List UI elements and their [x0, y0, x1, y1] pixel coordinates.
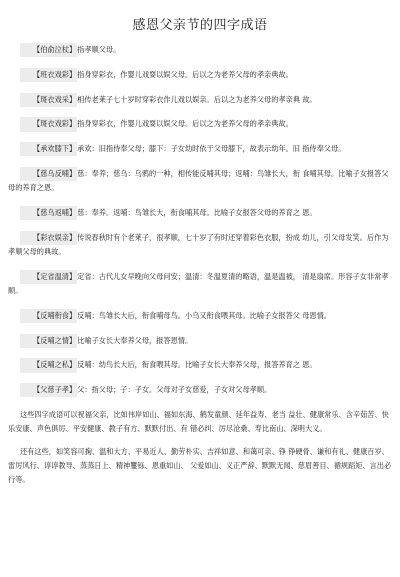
entry-dingxingwenqing — [8, 270, 392, 298]
entry-chenghuanxixia — [8, 142, 392, 156]
entry-term: 【承欢膝下】 — [20, 142, 77, 156]
entry-term: 【伯俞泣杖】 — [20, 43, 77, 57]
entry-banyixicai — [8, 68, 392, 82]
entry-text: 相传老莱子七十岁时穿彩衣作儿戏以娱亲。后以之为老养父母的孝亲典 故。 — [77, 94, 317, 104]
entry-text: 比喻子女长大奉养父母，报答恩情。 — [77, 335, 193, 345]
entry-term: 【反哺之私】 — [20, 358, 77, 372]
entry-term: 【彩衣娱亲】 — [20, 231, 77, 245]
entry-text: 承欢：旧指侍奉父母；膝下：子女幼时依于父母膝下，故表示幼年。旧 指侍奉父母。 — [77, 144, 346, 154]
entry-text: 慈：奉养；慈乌：乌鸦的一种，相传能反哺其母；返哺：鸟雏长大，衔 食哺其母。比喻子女报答父母的养育之恩。 — [8, 168, 389, 193]
entry-ciwufanbu-2 — [8, 206, 392, 220]
entry-term: 【班衣戏彩】 — [20, 68, 77, 82]
entry-banyixicai-2 — [8, 93, 392, 107]
entry-term: 【定省温清】 — [20, 270, 77, 284]
entry-fanbuzhiqing — [8, 334, 392, 348]
closing-paragraph-1: 这些四字成语可以祝福父亲，比如伟岸如山、福如东海、鹤发童颜、延年益寿、老当 益壮、健康常乐、含辛茹苦、快乐安康、声色俱厉、平安健康、教子有方、默默付出、有 错必纠、厉尽沧桑、寿比南山、深明大义。 — [8, 409, 389, 434]
entry-caiyiyuqin — [8, 231, 392, 259]
entry-term: 【斑衣戏采】 — [20, 93, 77, 107]
entry-ciwufanbu — [8, 167, 392, 195]
closing-paragraph-2: 还有这些，如笑容可掬、温和大方、平易近人、勤劳朴实、吉祥如意、和蔼可亲、铮 铮硬骨、谦和有礼、健康百岁、雷厉风行、谆谆教导、蒸蒸日上、精神矍铄、恩重如山、 父爱如山、义正严辞、默默无闻、慈眉善目、循规蹈矩、言出必行等。 — [8, 446, 392, 484]
entry-term: 【反哺衔食】 — [20, 309, 77, 323]
entry-text: 反哺：幼鸟长大后，衔食喂其母。比喻子女长大奉养父母，报答养育之 恩。 — [77, 360, 317, 370]
entry-text: 父：指父母；子：子女。父母对子女慈爱，子女对父母孝顺。 — [77, 385, 272, 395]
entry-fanbuzhisi — [8, 358, 392, 372]
entry-term: 【反哺之情】 — [20, 334, 77, 348]
entry-banyixicai-3 — [8, 117, 392, 131]
entry-text: 定省：古代儿女早晚向父母问安；温清：冬温夏清的略语，温是温被， 清是扇席。形容子女非常孝顺。 — [8, 271, 389, 295]
entry-text: 指身穿彩衣，作婴儿戏耍以娱父母。后以之为老养父母的孝亲典故。 — [77, 69, 293, 79]
entry-term: 【慈乌反哺】 — [20, 167, 77, 181]
entry-fanbuxianshi — [8, 309, 392, 323]
entry-term: 【父慈子孝】 — [20, 383, 77, 397]
entry-text: 传说春秋时有个老莱子，很孝顺，七十岁了有时还穿着彩色衣服，扮成 幼儿，引父母发笑。后作为孝顺父母的典故。 — [8, 232, 389, 256]
entry-term: 【慈乌返哺】 — [20, 206, 77, 220]
entry-boyuqizhang — [8, 43, 392, 57]
entry-text: 指孝顺父母。 — [77, 45, 121, 54]
entry-text: 反哺：鸟雏长大后，衔食哺母鸟。小乌又衔食喂其母。比喻子女报答父 母恩情。 — [77, 310, 331, 320]
page-title: 感恩父亲节的四字成语 — [132, 18, 268, 33]
entry-fucizixiao — [8, 383, 392, 397]
entry-text: 慈：奉养。返哺：鸟雏长大，衔食哺其母。比喻子女报答父母的养育之 恩。 — [77, 207, 317, 217]
entry-term: 【斑衣戏彩】 — [20, 117, 77, 131]
entry-text: 指身穿彩衣，作婴儿戏耍以娱父母。后以之为老养父母的孝亲典故。 — [77, 119, 293, 129]
